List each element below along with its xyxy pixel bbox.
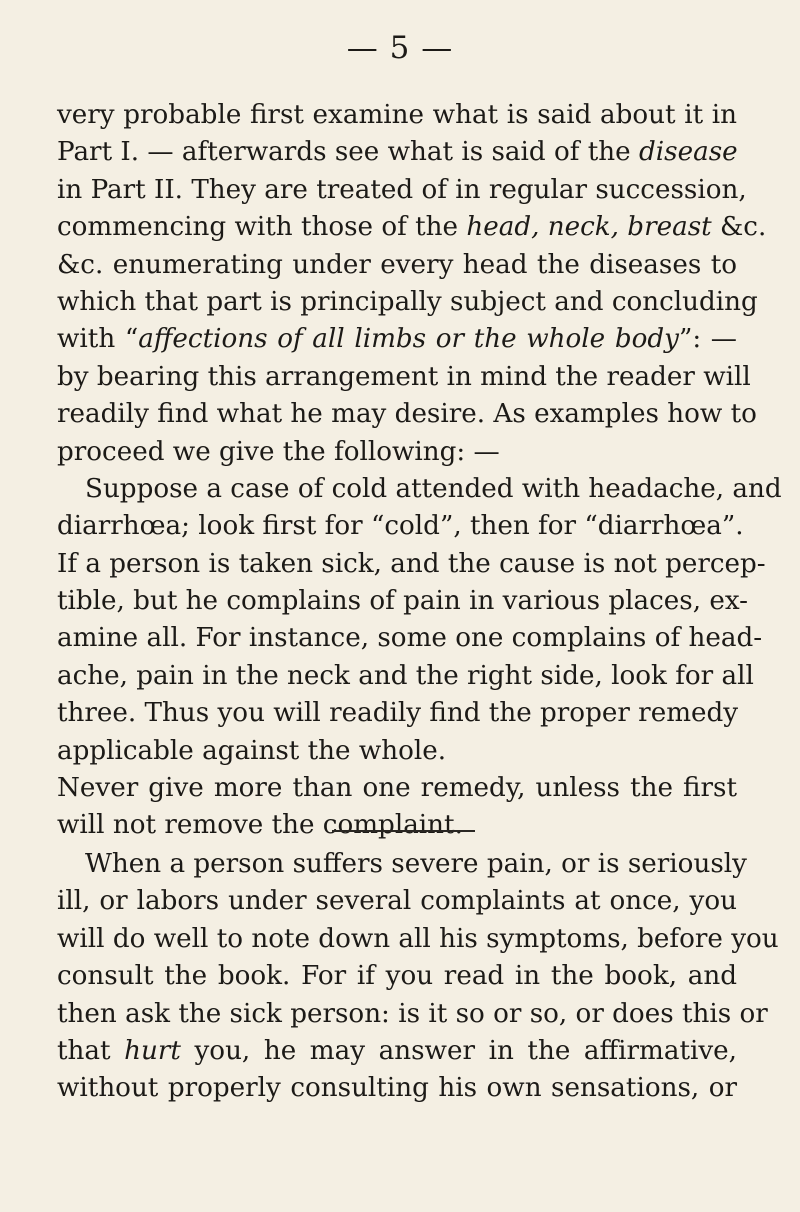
section-divider bbox=[332, 830, 475, 832]
text-line: by bearing this arrangement in mind the reader will bbox=[57, 361, 751, 392]
text-line: applicable against the whole. bbox=[57, 735, 447, 766]
text-line: Part I. — afterwards see what is said of the disease bbox=[57, 137, 738, 168]
text-line: in Part II. They are treated of in regular succession, bbox=[57, 174, 747, 205]
page-number: — 5 — bbox=[346, 30, 454, 66]
text-line: tible, but he complains of pain in various places, ex- bbox=[57, 586, 749, 617]
text-block-bottom bbox=[57, 846, 779, 1108]
text-line: Suppose a case of cold attended with headache, and bbox=[85, 473, 782, 504]
text-line: then ask the sick person: is it so or so, or does this or bbox=[57, 998, 768, 1029]
text-block-top bbox=[57, 97, 782, 845]
text-line: ill, or labors under several complaints at once, you bbox=[57, 886, 737, 917]
text-line: ache, pain in the neck and the right side, look for all bbox=[57, 660, 754, 691]
text-line: commencing with those of the head, neck, breast &c. bbox=[57, 212, 767, 243]
text-line: which that part is principally subject and concluding bbox=[57, 286, 758, 317]
text-line: without properly consulting his own sensations, or bbox=[57, 1073, 737, 1104]
emphasis-text: disease bbox=[639, 137, 738, 168]
text-line: that hurt you, he may answer in the affirmative, bbox=[57, 1035, 737, 1066]
emphasis-text: affections of all limbs or the whole body bbox=[138, 324, 679, 355]
text-line: consult the book. For if you read in the book, and bbox=[57, 961, 737, 992]
text-line: &c. enumerating under every head the diseases to bbox=[57, 249, 737, 280]
text-line: proceed we give the following: — bbox=[57, 436, 500, 467]
text-line: will do well to note down all his symptoms, before you bbox=[57, 923, 779, 954]
text-line: Never give more than one remedy, unless the first bbox=[57, 773, 737, 804]
text-line: readily find what he may desire. As examples how to bbox=[57, 399, 757, 430]
emphasis-text: head, neck, breast bbox=[466, 212, 712, 243]
text-line: very probable first examine what is said about it in bbox=[57, 100, 737, 130]
text-line: with “affections of all limbs or the whole body”: — bbox=[57, 324, 737, 355]
text-line: If a person is taken sick, and the cause is not percep- bbox=[57, 548, 766, 579]
text-line: amine all. For instance, some one complains of head- bbox=[57, 623, 763, 654]
text-line: diarrhœa; look first for “cold”, then for “diarrhœa”. bbox=[57, 511, 744, 542]
emphasis-text: hurt bbox=[124, 1035, 181, 1066]
text-line: When a person suffers severe pain, or is seriously bbox=[85, 849, 747, 879]
text-line: three. Thus you will readily find the proper remedy bbox=[57, 698, 739, 729]
text-line: will not remove the complaint. bbox=[57, 810, 463, 841]
